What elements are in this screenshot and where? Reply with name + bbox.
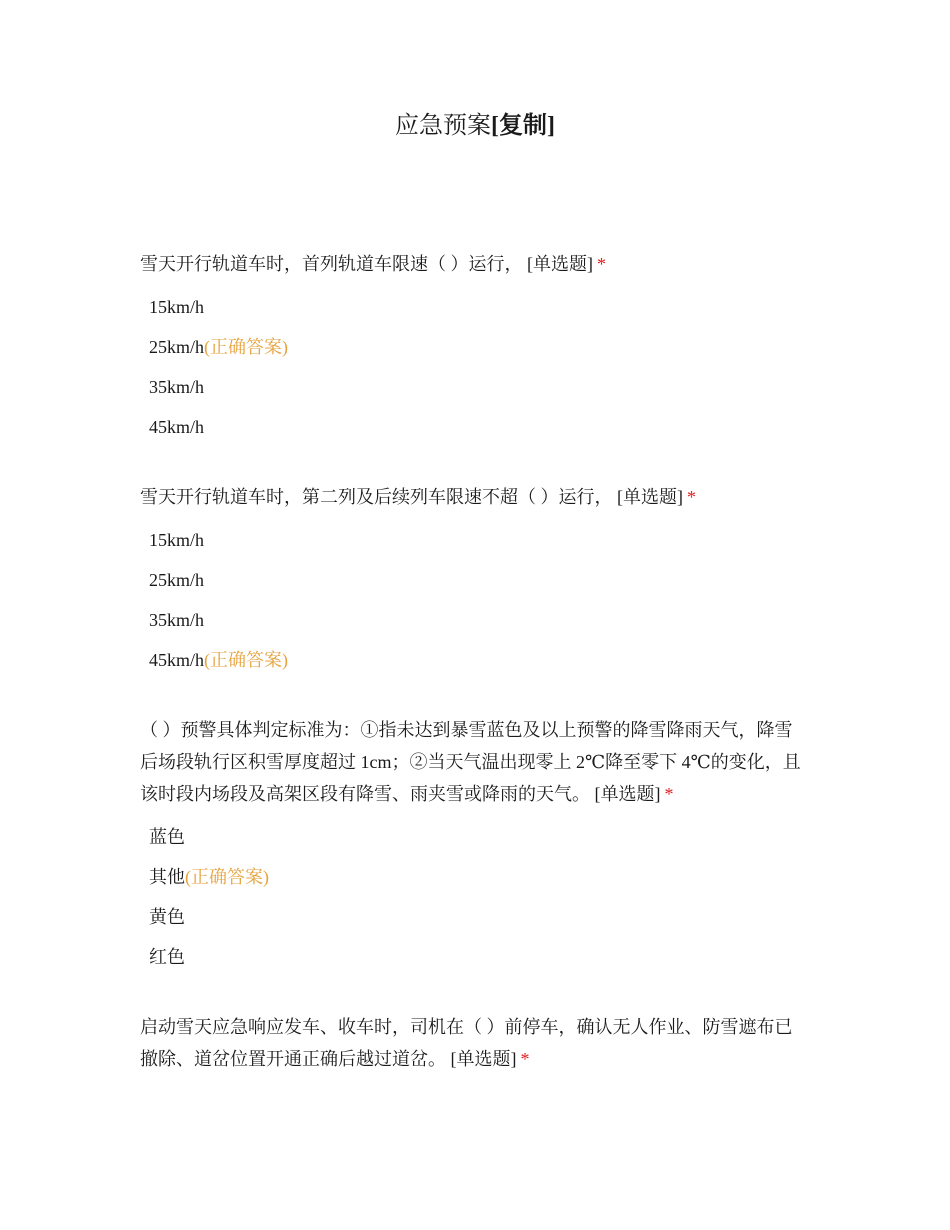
option-label: 45km/h: [149, 417, 205, 437]
question-type-label: [单选题]: [617, 487, 683, 507]
question-block: [140, 714, 810, 977]
answer-option: [149, 367, 810, 407]
option-label: 35km/h: [149, 377, 205, 397]
answer-option: [149, 560, 810, 600]
option-label: 25km/h: [149, 337, 205, 357]
required-asterisk: *: [520, 1049, 530, 1069]
option-label: 15km/h: [149, 297, 205, 317]
question-block: [140, 248, 810, 447]
answer-option: [149, 520, 810, 560]
required-asterisk: *: [687, 487, 696, 507]
option-label: 45km/h: [149, 650, 205, 670]
correct-answer-tag: (正确答案): [204, 337, 289, 357]
page-title: [0, 110, 950, 142]
answer-option: [149, 327, 810, 367]
option-label: 蓝色: [149, 827, 185, 847]
correct-answer-tag: (正确答案): [204, 650, 289, 670]
option-label: 15km/h: [149, 530, 205, 550]
answer-option: [149, 857, 810, 897]
question-text: [140, 1011, 810, 1075]
question-block: [140, 1011, 810, 1075]
option-label: 黄色: [149, 907, 185, 927]
answer-option: [149, 407, 810, 447]
question-stem: 雪天开行轨道车时，第二列及后续列车限速不超（ ）运行，: [140, 487, 613, 507]
question-list: [140, 248, 810, 1109]
title-main: 应急预案: [395, 113, 491, 139]
question-type-label: [单选题]: [594, 784, 661, 804]
answer-option: [149, 937, 810, 977]
question-text: [140, 481, 810, 513]
required-asterisk: *: [597, 254, 606, 274]
answer-option: [149, 600, 810, 640]
question-stem: 雪天开行轨道车时，首列轨道车限速（ ）运行，: [140, 254, 523, 274]
option-label: 红色: [149, 947, 185, 967]
question-type-label: [单选题]: [450, 1049, 517, 1069]
title-suffix: [复制]: [491, 113, 555, 139]
correct-answer-tag: (正确答案): [185, 867, 269, 887]
question-type-label: [单选题]: [527, 254, 593, 274]
answer-option: [149, 817, 810, 857]
option-label: 25km/h: [149, 570, 205, 590]
question-text: [140, 714, 810, 810]
question-stem: （ ）预警具体判定标准为：①指未达到暴雪蓝色及以上预警的降雪降雨天气，降雪后场段轨行区积雪厚度超过 1cm；②当天气温出现零上 2℃降至零下 4℃的变化，且该时段内场段及高架区段有降雪、雨夹雪或降雨的天气。: [140, 720, 801, 804]
question-block: [140, 481, 810, 680]
option-label: 35km/h: [149, 610, 205, 630]
answer-option: [149, 897, 810, 937]
answer-option: [149, 287, 810, 327]
answer-option: [149, 640, 810, 680]
question-text: [140, 248, 810, 280]
required-asterisk: *: [664, 784, 674, 804]
option-label: 其他: [149, 867, 185, 887]
question-stem: 启动雪天应急响应发车、收车时，司机在（ ）前停车，确认无人作业、防雪遮布已撤除、道岔位置开通正确后越过道岔。: [140, 1017, 793, 1069]
